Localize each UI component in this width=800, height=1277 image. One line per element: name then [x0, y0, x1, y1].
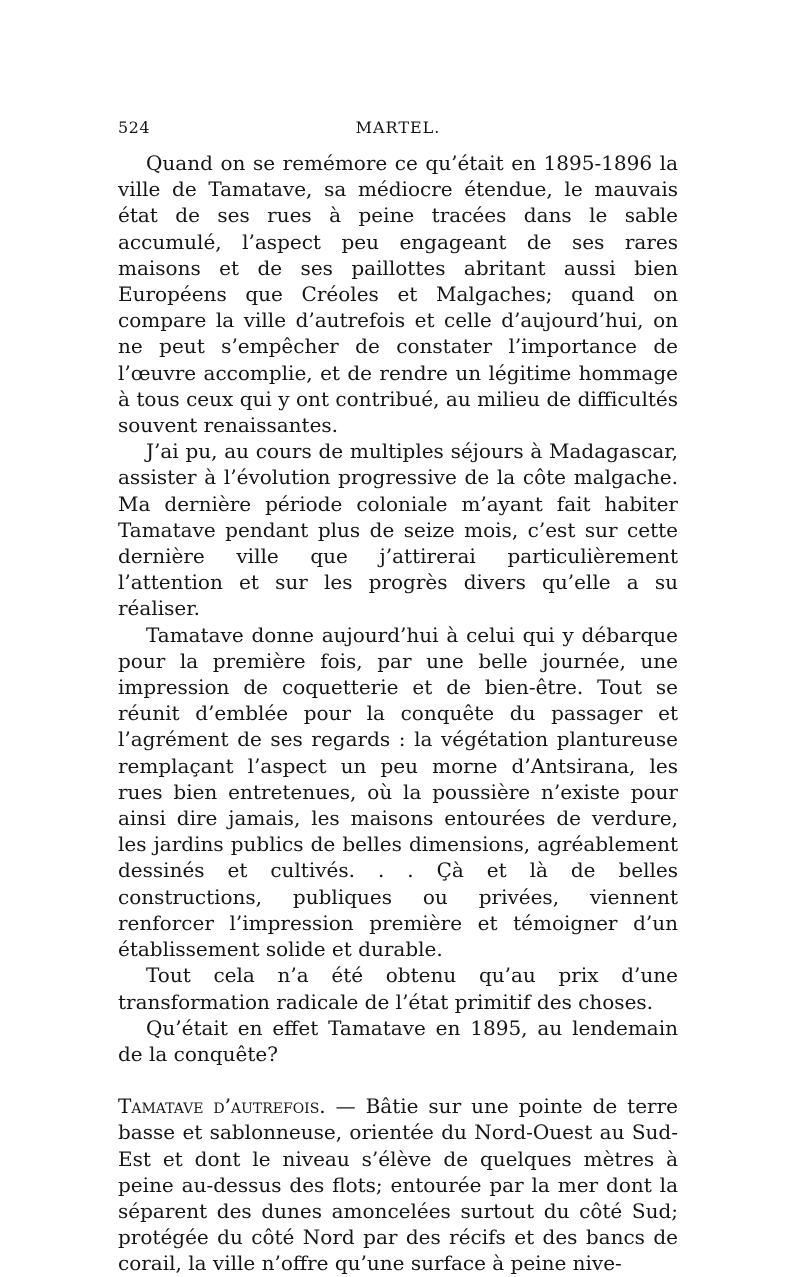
paragraph: Quand on se remémore ce qu’était en 1895-1896 la ville de Tamatave, sa médiocre étendue, le mauvais état de ses rues à peine tracées dans le sable accumulé, l’aspect peu engageant de ses rares maisons et de ses paillottes abritant aussi bien Européens que Créoles et Malgaches; quand on compare la ville d’autrefois et celle d’aujourd’hui, on ne peut s’empêcher de constater l’importance de l’œuvre accomplie, et de rendre un légitime hommage à tous ceux qui y ont contribué, au milieu de difficultés souvent renaissantes.: [118, 151, 678, 438]
paragraph: Tamatave donne aujourd’hui à celui qui y débarque pour la première fois, par une belle journée, une impression de coquetterie et de bien-être. Tout se réunit d’emblée pour la conquête du passager et l’agrément de ses regards : la végétation plantureuse remplaçant l’aspect un peu morne d’Antsirana, les rues bien entretenues, où la poussière n’existe pour ainsi dire jamais, les maisons entourées de verdure, les jardins publics de belles dimensions, agréablement dessinés et cultivés. . . Çà et là de belles constructions, publiques ou privées, viennent renforcer l’impression première et témoigner d’un établissement solide et durable.: [118, 622, 678, 962]
running-head: [118, 118, 678, 140]
paragraph: Qu’était en effet Tamatave en 1895, au lendemain de la conquête?: [118, 1015, 678, 1066]
paragraph: J’ai pu, au cours de multiples séjours à Madagascar, assister à l’évolution progressive de la côte malgache. Ma dernière période coloniale m’ayant fait habiter Tamatave pendant plus de seize mois, c’est sur cette dernière ville que j’attirerai particulièrement l’attention et sur les progrès divers qu’elle a su réaliser.: [118, 439, 678, 621]
section-heading: Tamatave d’autrefois.: [118, 1094, 326, 1119]
paragraph: Tout cela n’a été obtenu qu’au prix d’une transformation radicale de l’état primitif des choses.: [118, 963, 678, 1014]
page-number: 524: [118, 118, 151, 137]
section-text: Bâtie sur une pointe de terre basse et sablonneuse, orientée du Nord-Ouest au Sud-Est et dont le niveau s’élève de quelques mètres à peine au-dessus des flots; entourée par la mer dont la séparent des dunes amoncelées surtout du côté Sud; protégée du côté Nord par des récifs et des bancs de corail, la ville n’offre qu’une surface à peine nive-: [118, 1094, 678, 1276]
running-title: MARTEL.: [355, 118, 441, 137]
section-dash: —: [325, 1094, 366, 1119]
body-text: [118, 150, 678, 1277]
section-paragraph: [118, 1093, 678, 1276]
